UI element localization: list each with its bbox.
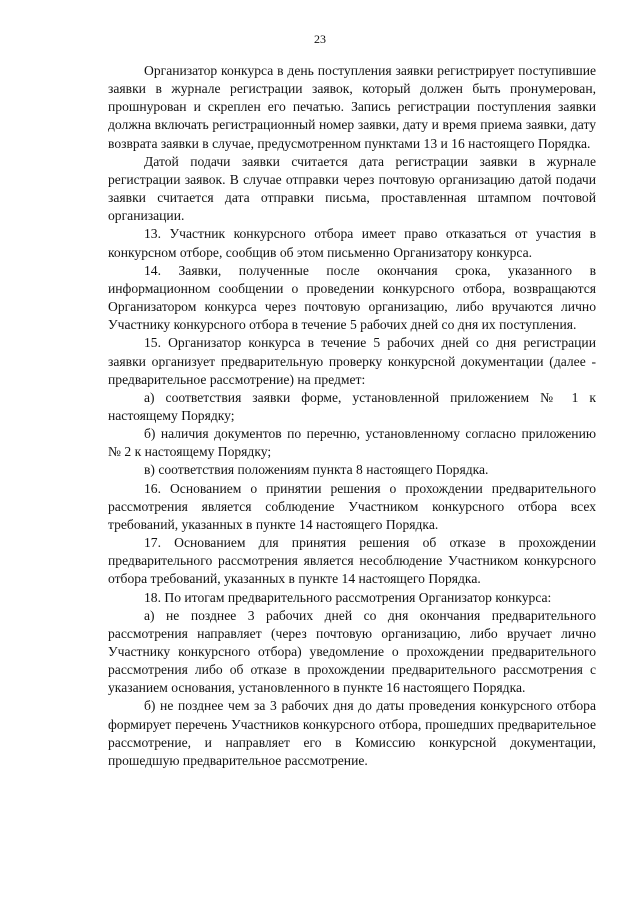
document-body — [108, 62, 596, 770]
paragraph-15: 15. Организатор конкурса в течение 5 рабочих дней со дня регистрации заявки организует предварительную проверку конкурсной документации (далее - предварительное рассмотрение) на предмет: — [108, 335, 596, 387]
page-number: 23 — [314, 32, 326, 46]
paragraph-18: 18. По итогам предварительного рассмотрения Организатор конкурса: — [144, 589, 552, 605]
paragraph-15-c: в) соответствия положениям пункта 8 настоящего Порядка. — [144, 462, 489, 478]
paragraph-registration: Организатор конкурса в день поступления заявки регистрирует поступившие заявки в журнале регистрации заявок, который должен быть пронумерован, прошнурован и скреплен его печатью. Запись регистрации поступления заявки должна включать регистрационный номер заявки, дату и время приема заявки, дату возврата заявки в случае, предусмотренном пунктами 13 и 16 настоящего Порядка. — [108, 63, 596, 151]
paragraph-15-a: а) соответствия заявки форме, установленной приложением № 1 к настоящему Порядку; — [108, 389, 596, 423]
paragraph-15-b: б) наличия документов по перечню, установленному согласно приложению № 2 к настоящему Порядку; — [108, 426, 596, 460]
paragraph-submission-date: Датой подачи заявки считается дата регистрации заявки в журнале регистрации заявок. В случае отправки через почтовую организацию датой подачи заявки считается дата отправки письма, проставленная штампом почтовой организации. — [108, 153, 596, 224]
paragraph-16: 16. Основанием о принятии решения о прохождении предварительного рассмотрения является соблюдение Участником конкурсного отбора всех требований, указанных в пункте 14 настоящего Порядка. — [108, 480, 596, 532]
paragraph-14: 14. Заявки, полученные после окончания срока, указанного в информационном сообщении о проведении конкурсного отбора, возвращаются Организатором конкурса через почтовую организацию, либо вручаются лично Участнику конкурсного отбора в течение 5 рабочих дней со дня их поступления. — [108, 262, 596, 333]
paragraph-13: 13. Участник конкурсного отбора имеет право отказаться от участия в конкурсном отборе, сообщив об этом письменно Организатору конкурса. — [108, 226, 596, 260]
paragraph-18-a: а) не позднее 3 рабочих дней со дня окончания предварительного рассмотрения направляет (через почтовую организацию, либо вручает лично Участнику конкурсного отбора) уведомление о прохождении предварительного рассмотрения либо об отказе в прохождении предварительного рассмотрения с указанием основания, установленного в пункте 16 настоящего Порядка. — [108, 607, 596, 696]
paragraph-17: 17. Основанием для принятия решения об отказе в прохождении предварительного рассмотрения является несоблюдение Участником конкурсного отбора требований, указанных в пункте 14 настоящего Порядка. — [108, 535, 596, 587]
paragraph-18-b: б) не позднее чем за 3 рабочих дня до даты проведения конкурсного отбора формирует перечень Участников конкурсного отбора, прошедших предварительное рассмотрение, и направляет его в Комиссию конкурсной документации, прошедшую предварительное рассмотрение. — [108, 698, 596, 768]
